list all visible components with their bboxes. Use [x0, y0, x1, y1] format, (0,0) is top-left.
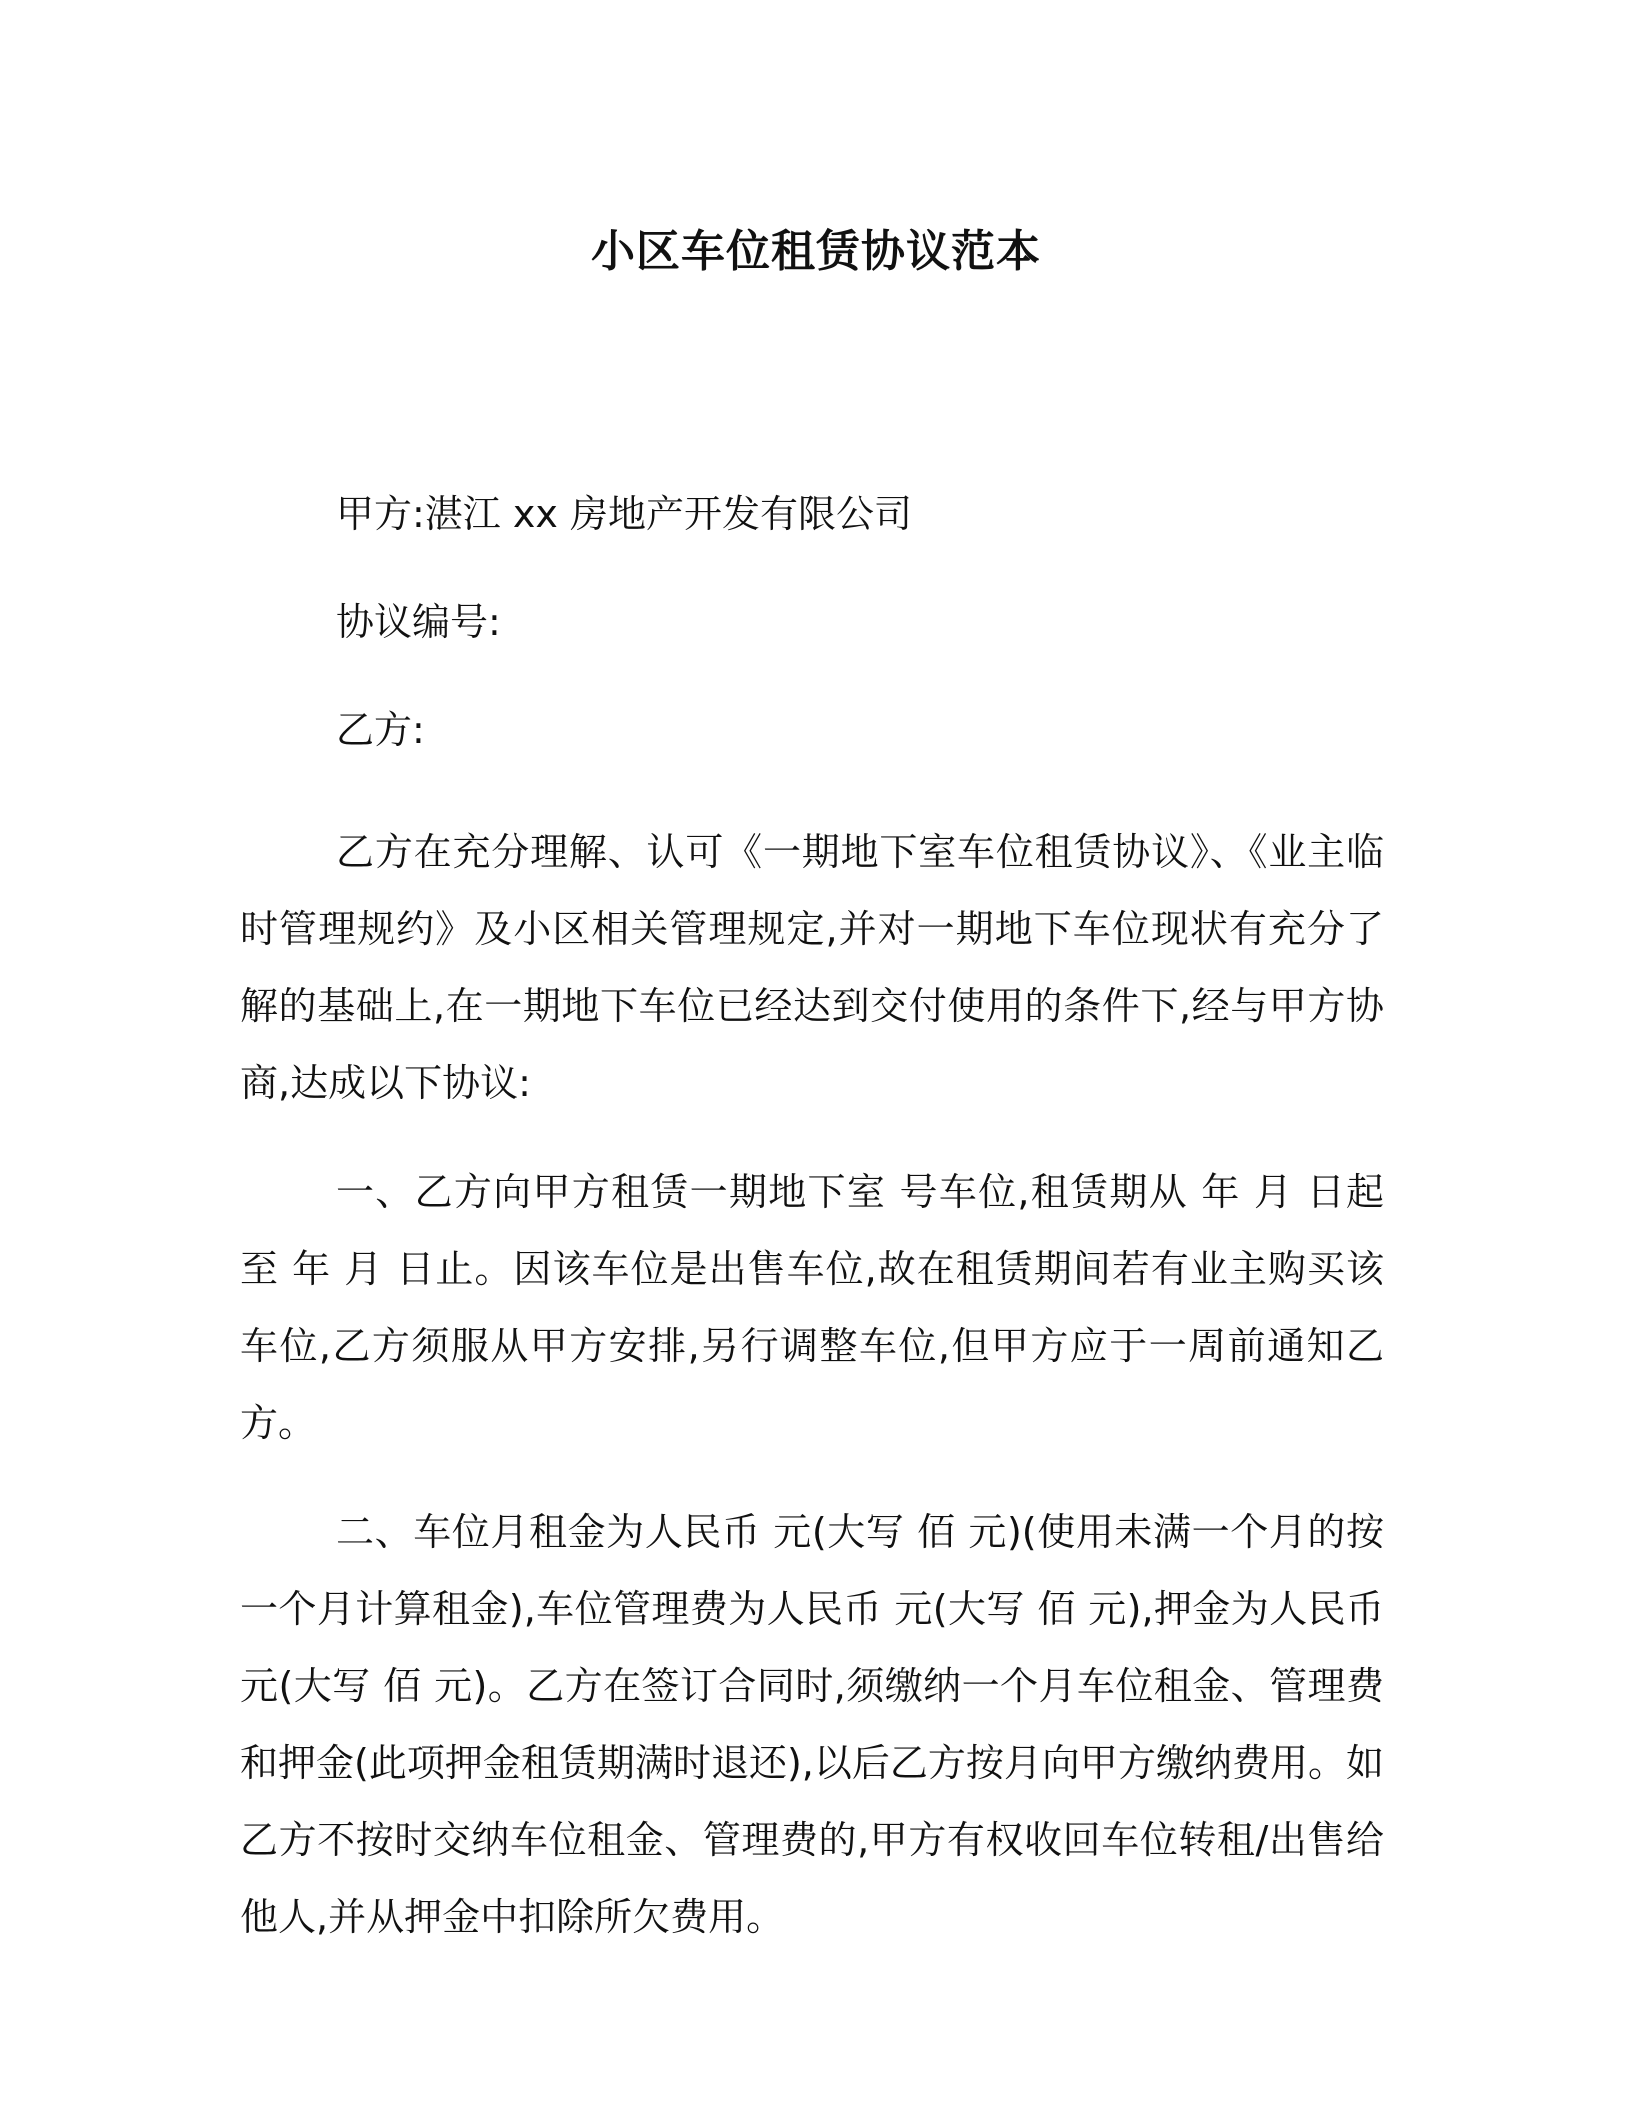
- party-b-line: 乙方:: [336, 708, 425, 752]
- document-body: [240, 490, 1384, 1988]
- party-a-line: 甲方:湛江 xx 房地产开发有限公司: [336, 492, 912, 536]
- document-title: 小区车位租赁协议范本: [591, 226, 1041, 277]
- clause-2-paragraph: 二、车位月租金为人民币 元(大写 佰 元)(使用未满一个月的按一个月计算租金),车位管理费为人民币 元(大写 佰 元),押金为人民币 元(大写 佰 元)。乙方在签订合同时,须缴纳一个月车位租金、管理费和押金(此项押金租赁期满时退还),以后乙方按月向甲方缴纳费用。如乙方不按时交纳车位租金、管理费的,甲方有权收回车位转租/出售给他人,并从押金中扣除所欠费用。: [240, 1510, 1384, 1939]
- preamble-paragraph: 乙方在充分理解、认可《一期地下室车位租赁协议》、《业主临时管理规约》及小区相关管理规定,并对一期地下车位现状有充分了解的基础上,在一期地下车位已经达到交付使用的条件下,经与甲方协商,达成以下协议:: [240, 830, 1384, 1105]
- agreement-number-line: 协议编号:: [336, 600, 501, 644]
- clause-1-paragraph: 一、乙方向甲方租赁一期地下室 号车位,租赁期从 年 月 日起至 年 月 日止。因该车位是出售车位,故在租赁期间若有业主购买该车位,乙方须服从甲方安排,另行调整车位,但甲方应于一周前通知乙方。: [240, 1170, 1384, 1445]
